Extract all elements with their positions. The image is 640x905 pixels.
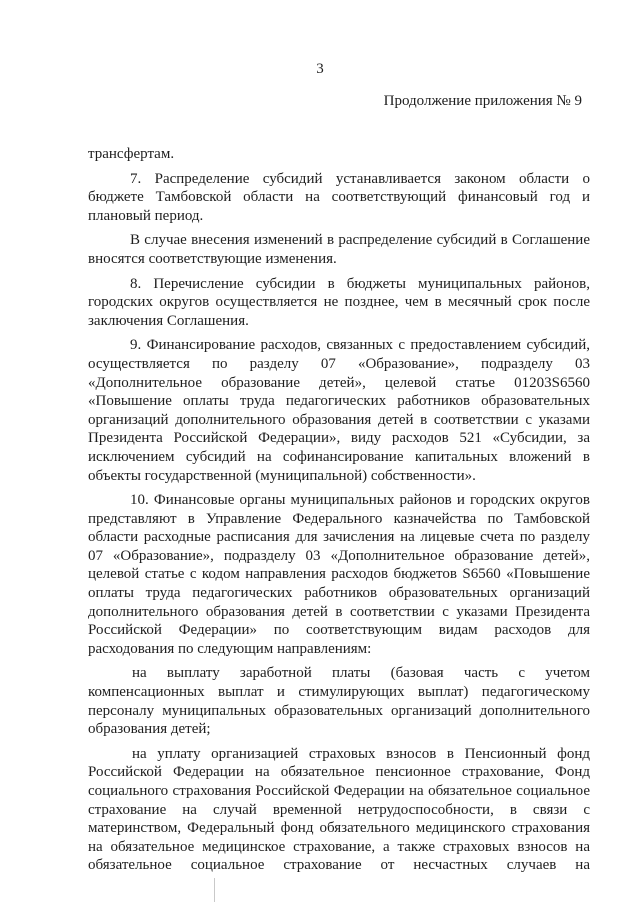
paragraph-salary-direction: на выплату заработной платы (базовая часть с учетом компенсационных выплат и стимулирующих выплат) педагогическому персоналу муниципальных образовательных организаций дополнительного образования детей; — [88, 665, 590, 738]
document-body — [88, 145, 590, 881]
paragraph-item-10: 10. Финансовые органы муниципальных районов и городских округов представляют в Управление Федерального казначейства по Тамбовской области расходные расписания для зачисления на лицевые счета по разделу 07 «Образование», подразделу 03 «Дополнительное образование детей», целевой статье с кодом направления расходов бюджетов S6560 «Повышение оплаты труда педагогических работников образовательных организаций дополнительного образования детей в соответствии с указами Президента Российской Федерации» по соответствующим видам расходов для расходования по следующим направлениям: — [88, 492, 590, 657]
paragraph-amendments: В случае внесения изменений в распределение субсидий в Соглашение вносятся соответствующие изменения. — [88, 232, 590, 267]
paragraph-item-8: 8. Перечисление субсидии в бюджеты муниципальных районов, городских округов осуществляется не позднее, чем в месячный срок после заключения Соглашения. — [88, 275, 590, 329]
paragraph-item-9: 9. Финансирование расходов, связанных с предоставлением субсидий, осуществляется по разделу 07 «Образование», подразделу 03 «Дополнительное образование детей», целевой статье 01203S6560 «Повышение оплаты труда педагогических работников образовательных организаций дополнительного образования детей в соответствии с указами Президента Российской Федерации», виду расходов 521 «Субсидии, за исключением субсидий на софинансирование капитальных вложений в объекты государственной (муниципальной) собственности». — [88, 337, 590, 484]
paragraph-item-7: 7. Распределение субсидий устанавливается законом области о бюджете Тамбовской области на соответствующий финансовый год и плановый период. — [88, 170, 590, 224]
page-number: 3 — [316, 61, 324, 77]
paragraph-continuation: трансфертам. — [88, 146, 175, 162]
scan-artifact-line — [214, 878, 215, 902]
paragraph-insurance-direction: на уплату организацией страховых взносов в Пенсионный фонд Российской Федерации на обязательное пенсионное страхование, Фонд социального страхования Российской Федерации на обязательное социальное страхование на случай временной нетрудоспособности, в связи с материнством, Федеральный фонд обязательного медицинского страхования на обязательное медицинское страхование, а также страховых взносов на обязательное социальное страхование от несчастных случаев на — [88, 745, 590, 874]
appendix-continuation-note: Продолжение приложения № 9 — [383, 93, 582, 109]
